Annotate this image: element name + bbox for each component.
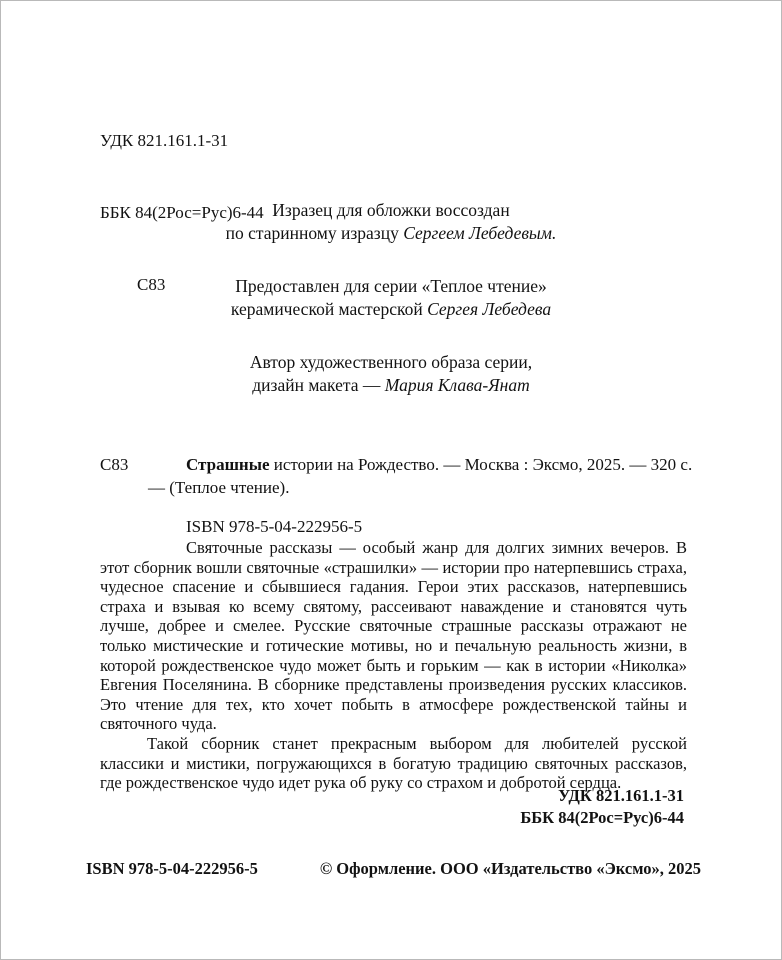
annotation-paragraph-2: Такой сборник станет прекрасным выбором для любителей русской классики и мистики, погружающихся в богатую традицию святочных рассказов, где рождественское чудо идет рука об руку со страхом и добротой сердца. [100, 733, 687, 793]
credit-line [1, 222, 781, 245]
udk-code-bottom: УДК 821.161.1-31 [558, 786, 684, 805]
credit-name: Сергея Лебедева [427, 299, 552, 319]
bbk-code-top: ББК 84(2Рос=Рус)6-44 [100, 203, 264, 222]
credit-line: Изразец для обложки воссоздан [272, 200, 510, 220]
bottom-codes-block [520, 785, 684, 829]
catalog-entry [100, 453, 696, 538]
credits-block [1, 199, 781, 397]
annotation-block [100, 538, 687, 793]
catalog-entry-text [148, 453, 696, 499]
catalog-entry-rest: истории на Рождество. — Москва : Эксмо, 2025. — 320 с. — (Теплое чтение). [148, 455, 693, 497]
credit-series-provider [1, 275, 781, 321]
credit-line [1, 298, 781, 321]
credit-design-author [1, 351, 781, 397]
isbn-entry: ISBN 978-5-04-222956-5 [186, 517, 363, 536]
footer-line [86, 859, 701, 879]
credit-name: Сергеем Лебедевым. [403, 223, 557, 243]
book-title: Страшные [186, 455, 270, 474]
credit-text: дизайн макета — [252, 375, 385, 395]
credit-line: Автор художественного образа серии, [249, 352, 533, 372]
credit-line: Предоставлен для серии «Теплое чтение» [235, 276, 547, 296]
credit-line [1, 374, 781, 397]
udk-code-top: УДК 821.161.1-31 [100, 131, 229, 150]
credit-tile-artist [1, 199, 781, 245]
credit-name: Мария Клава-Янат [384, 375, 530, 395]
copyright-notice: © Оформление. ООО «Издательство «Эксмо», 2025 [319, 859, 701, 878]
isbn-footer: ISBN 978-5-04-222956-5 [86, 859, 258, 878]
annotation-paragraph-1: Святочные рассказы — особый жанр для долгих зимних вечеров. В этот сборник вошли святочные «страшилки» — истории про натерпевшись страха, чудесное спасение и сбывшиеся гадания. Герои этих рассказов, натерпевшись страха и взывая ко всему святому, рассеивают наваждение и становятся чуть лучше, добрее и смелее. Русские святочные страшные рассказы отражают не только мистические и готические мотивы, но и печальную реальность жизни, в которой рождественское чудо может быть и горьким — как в истории «Николка» Евгения Поселянина. В сборнике представлены произведения русских классиков. Это чтение для тех, кто хочет побыть в атмосфере рождественской тайны и святочного чуда. [100, 538, 687, 734]
author-sign-entry: С83 [100, 455, 129, 474]
author-sign-top: С83 [137, 275, 166, 294]
credit-text: керамической мастерской [230, 299, 428, 319]
bbk-code-bottom: ББК 84(2Рос=Рус)6-44 [520, 808, 684, 827]
credit-text: по старинному изразцу [225, 223, 404, 243]
